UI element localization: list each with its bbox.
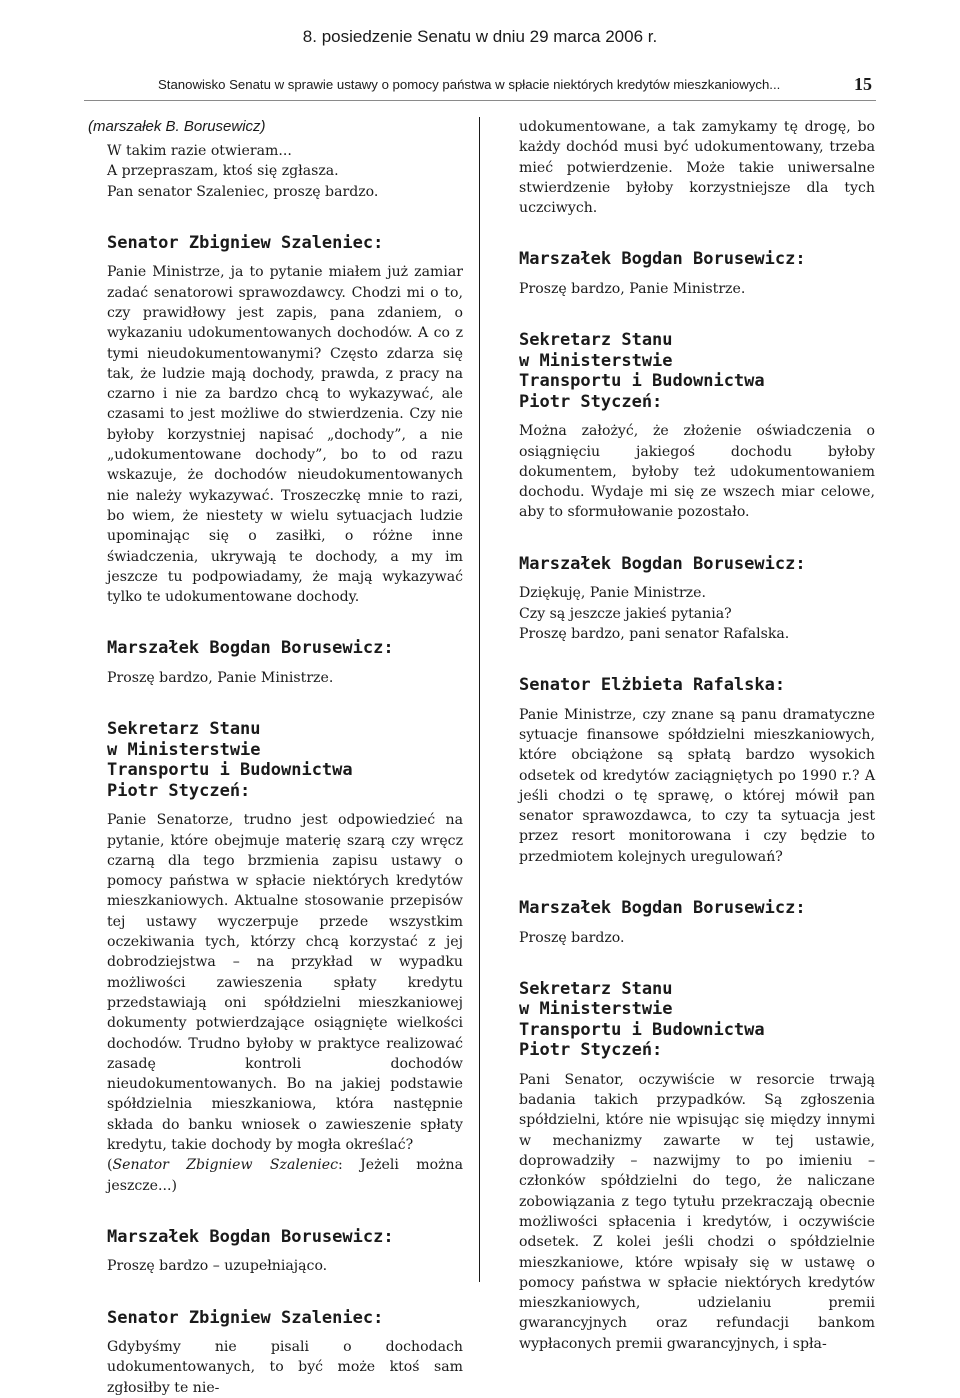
speech-paragraph: Można założyć, że złożenie oświadczenia o osiągnięciu jakiegoś dochodu byłoby dokumentem, byłoby też udokumentowaniem dochodu. Wydaje mi się ze wszech miar celowe, aby to sformułowanie pozostało. [519, 423, 875, 521]
speech-paragraph: Proszę bardzo, Panie Ministrze. [107, 669, 334, 686]
speaker-heading [519, 979, 875, 1061]
aside-rest: : Jeżeli można jeszcze...) [107, 1157, 463, 1194]
intro-line: W takim razie otwieram... [107, 143, 292, 159]
speaker-heading: Marszałek Bogdan Borusewicz: [519, 898, 806, 919]
speaker-heading-line: Sekretarz Stanu [107, 719, 261, 740]
speaker-heading-line: w Ministerstwie [519, 999, 673, 1020]
speaker-heading: Marszałek Bogdan Borusewicz: [519, 553, 806, 574]
intro-line: A przepraszam, ktoś się zgłasza. [107, 163, 339, 180]
speaker-heading [107, 719, 463, 801]
header-rule [84, 100, 876, 101]
speaker-heading: Marszałek Bogdan Borusewicz: [107, 638, 394, 659]
speech-line: Proszę bardzo, pani senator Rafalska. [519, 625, 790, 642]
speaker-heading-line: Piotr Styczeń: [519, 391, 663, 412]
page-number: 15 [854, 74, 872, 94]
speaker-heading: Marszałek Bogdan Borusewicz: [107, 1226, 394, 1247]
speech-paragraph: Panie Ministrze, ja to pytanie miałem już zamiar zadać senatorowi sprawozdawcy. Chodzi mi o to, czy prawidłowy jest zapis, pana zdaniem, o wykazaniu udokumentowanych dochodów. A co z tymi nieudokumentowanymi? Często zdarza się tak, że ludzie mają dochody, prawda, z pracy na czarno i nie za bardzo chcą to wykazywać, ale czasami to jest możliwe do stwierdzenia. Czy nie byłoby korzystniej napisać „dochody”, a nie „udokumentowane dochody”, bo to od razu wskazuje, że dochodów nieudokumentowanych nie należy wykazywać. Troszeczkę mnie to razi, bo wiem, że niestety w wielu sytuacjach ludzie upominając się o zasiłki, o różne inne świadczenia, ukrywają te dochody, a my im jeszcze tu podpowiadamy, że mają wykazywać tylko te udokumentowane dochody. [107, 264, 463, 606]
running-head: (marszałek B. Borusewicz) [88, 118, 266, 135]
column-divider [479, 117, 480, 1282]
speaker-heading-line: Piotr Styczeń: [107, 780, 251, 801]
speaker-heading-line: w Ministerstwie [519, 350, 673, 371]
speaker-heading [519, 330, 875, 412]
left-column [88, 117, 463, 1398]
header-subtitle: Stanowisko Senatu w sprawie ustawy o pomocy państwa w spłacie niektórych kredytów mieszkaniowych... [158, 77, 781, 92]
aside-speaker-name: Senator Zbigniew Szaleniec [112, 1157, 339, 1174]
speech-line: Czy są jeszcze jakieś pytania? [519, 605, 732, 622]
speech-paragraph: Proszę bardzo. [519, 929, 625, 946]
speaker-heading: Senator Elżbieta Rafalska: [519, 675, 786, 696]
speech-paragraph: Gdybyśmy nie pisali o dochodach udokumentowanych, to być może ktoś sam zgłosiłby te nie- [107, 1339, 463, 1396]
speech-paragraph: Panie Ministrze, czy znane są panu dramatyczne sytuacje finansowe spółdzielni mieszkaniowych, które obciążone są spłatą bardzo wysokich odsetek od kredytów zaciągniętych po 1990 r.? A jeśli chodzi o tę sprawę, o której mówił pan senator sprawozdawca, to czy ta sytuacja jest przez resort monitorowana i czy będzie to przedmiotem kolejnych uregulowań? [519, 706, 875, 865]
speech-paragraph: Proszę bardzo, Panie Ministrze. [519, 280, 746, 297]
speaker-heading-line: Transportu i Budownictwa [107, 760, 353, 781]
aside-remark [107, 1155, 463, 1196]
speaker-heading-line: w Ministerstwie [107, 739, 261, 760]
speech-line: Dziękuję, Panie Ministrze. [519, 585, 706, 602]
speaker-heading: Senator Zbigniew Szaleniec: [107, 232, 384, 253]
speech-paragraph: Pani Senator, oczywiście w resorcie trwają badania takich przypadków. Są zgłoszenia spółdzielni, które nie wpisując się między innymi w mechanizmy zawarte w tej ustawie, doprowadziły – nazwijmy to po imieniu – członków spółdzielni do tego, że naliczane zobowiązania z tego tytułu przekraczają obecnie możliwości spłacenia i kredytów, i oczywiście odsetek. Z kolei jeśli chodzi o spółdzielnie mieszkaniowe, które wpisały się w ustawę o pomocy państwa w spłacie niektórych kredytów mieszkaniowych, udzielaniu premii gwarancyjnych oraz refundacji bankom wypłaconych premii gwarancyjnych, i spła- [519, 1071, 875, 1352]
speaker-heading-line: Sekretarz Stanu [519, 330, 673, 351]
aside-open: ( [107, 1157, 113, 1174]
speaker-heading-line: Sekretarz Stanu [519, 978, 673, 999]
speaker-heading-line: Piotr Styczeń: [519, 1040, 663, 1061]
speech-paragraph: Panie Senatorze, trudno jest odpowiedzieć na pytanie, które obejmuje materię szarą czy wręcz czarną dla tego brzmienia zapisu ustawy o pomocy państwa w spłacie niektórych kredytów mieszkaniowych. Aktualne stosowanie przepisów tej ustawy wyczerpuje przede wszystkim oczekiwania tych, którzy chcą korzystać z jej dobrodziejstwa – na przykład w wypadku możliwości zawieszenia spłaty kredytu przedstawiają oni spółdzielni mieszkaniowej dokumenty potwierdzające osiągnięte wielkości dochodów. Trudno byłoby w praktyce realizować zasadę kontroli dochodów nieudokumentowanych. Bo na jakiej podstawie spółdzielnia mieszkaniowa, która następnie składa do banku wniosek o zawieszenie spłaty kredytu, takie dochody by mogła określać? [107, 812, 463, 1153]
speaker-heading-line: Transportu i Budownictwa [519, 371, 765, 392]
speaker-heading: Marszałek Bogdan Borusewicz: [519, 249, 806, 270]
speaker-heading-line: Transportu i Budownictwa [519, 1019, 765, 1040]
intro-line: Pan senator Szaleniec, proszę bardzo. [107, 183, 379, 200]
right-column [519, 117, 875, 1354]
speech-paragraph: Proszę bardzo – uzupełniająco. [107, 1258, 328, 1275]
header-title: 8. posiedzenie Senatu w dniu 29 marca 2006 r. [302, 27, 658, 46]
speech-paragraph: udokumentowane, a tak zamykamy tę drogę, bo każdy dochód musi być udokumentowany, trzeba mieć potwierdzenie. Może takie uniwersalne stwierdzenie byłoby korzystniejsze dla tych uczciwych. [519, 119, 875, 217]
speaker-heading: Senator Zbigniew Szaleniec: [107, 1307, 384, 1328]
